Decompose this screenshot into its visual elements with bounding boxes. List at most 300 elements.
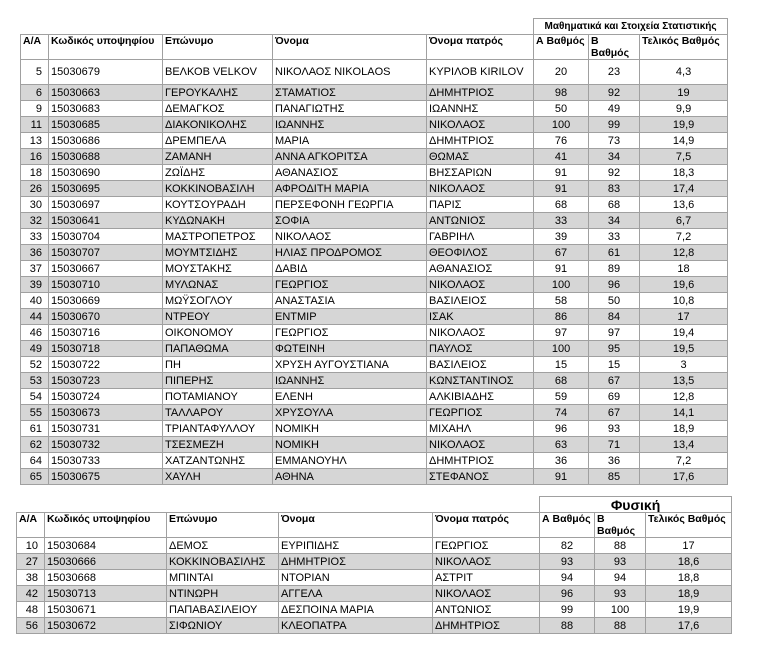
- cell-grade-b: 88: [595, 538, 646, 554]
- cell-row-number: 44: [21, 309, 49, 325]
- table-row: [21, 101, 728, 117]
- table-row: [21, 389, 728, 405]
- cell-candidate-code: 15030690: [49, 165, 163, 181]
- cell-row-number: 26: [21, 181, 49, 197]
- table-row: [21, 60, 728, 85]
- cell-first-name: ΙΩΑΝΝΗΣ: [273, 373, 427, 389]
- cell-father-name: ΘΩΜΑΣ: [427, 149, 534, 165]
- cell-father-name: ΑΣΤΡΙΤ: [433, 570, 540, 586]
- cell-grade-b: 99: [589, 117, 640, 133]
- header-grade-a: Α Βαθμός: [540, 513, 595, 538]
- math-header-row: [21, 35, 728, 60]
- cell-father-name: ΒΑΣΙΛΕΙΟΣ: [427, 293, 534, 309]
- cell-first-name: ΔΕΣΠΟΙΝΑ ΜΑΡΙΑ: [279, 602, 433, 618]
- cell-father-name: ΔΗΜΗΤΡΙΟΣ: [433, 618, 540, 634]
- cell-final-grade: 14,1: [640, 405, 728, 421]
- cell-grade-b: 93: [589, 421, 640, 437]
- cell-father-name: ΝΙΚΟΛΑΟΣ: [427, 117, 534, 133]
- cell-surname: ΚΟΚΚΙΝΟΒΑΣΙΛΗ: [163, 181, 273, 197]
- cell-father-name: ΑΝΤΩΝΙΟΣ: [433, 602, 540, 618]
- cell-father-name: ΚΥΡΙΛΟΒ KIRILOV: [427, 60, 534, 85]
- cell-father-name: ΑΘΑΝΑΣΙΟΣ: [427, 261, 534, 277]
- table-row: [17, 538, 732, 554]
- math-table-body: [21, 60, 728, 485]
- header-surname: Επώνυμο: [167, 513, 279, 538]
- cell-grade-a: 86: [534, 309, 589, 325]
- cell-row-number: 30: [21, 197, 49, 213]
- cell-candidate-code: 15030732: [49, 437, 163, 453]
- cell-final-grade: 7,2: [640, 453, 728, 469]
- cell-final-grade: 18,3: [640, 165, 728, 181]
- cell-surname: ΜΟΥΣΤΑΚΗΣ: [163, 261, 273, 277]
- math-table-block: [20, 18, 728, 485]
- cell-surname: ΠΟΤΑΜΙΑΝΟΥ: [163, 389, 273, 405]
- cell-surname: ΠΑΠΑΘΩΜΑ: [163, 341, 273, 357]
- header-final-grade: Τελικός Βαθμός: [640, 35, 728, 60]
- table-row: [21, 357, 728, 373]
- cell-first-name: ΦΩΤΕΙΝΗ: [273, 341, 427, 357]
- table-row: [21, 405, 728, 421]
- cell-grade-b: 36: [589, 453, 640, 469]
- cell-candidate-code: 15030731: [49, 421, 163, 437]
- cell-grade-b: 50: [589, 293, 640, 309]
- cell-final-grade: 3: [640, 357, 728, 373]
- cell-candidate-code: 15030679: [49, 60, 163, 85]
- cell-first-name: ΝΟΜΙΚΗ: [273, 437, 427, 453]
- cell-first-name: ΕΛΕΝΗ: [273, 389, 427, 405]
- cell-surname: ΒΕΛΚΟΒ VELKOV: [163, 60, 273, 85]
- cell-grade-a: 91: [534, 181, 589, 197]
- cell-grade-a: 15: [534, 357, 589, 373]
- cell-first-name: ΑΦΡΟΔΙΤΗ ΜΑΡΙΑ: [273, 181, 427, 197]
- cell-surname: ΜΥΛΩΝΑΣ: [163, 277, 273, 293]
- cell-father-name: ΒΑΣΙΛΕΙΟΣ: [427, 357, 534, 373]
- cell-grade-b: 93: [595, 554, 646, 570]
- table-row: [21, 197, 728, 213]
- cell-surname: ΧΑΥΛΗ: [163, 469, 273, 485]
- cell-surname: ΤΣΕΣΜΕΖΗ: [163, 437, 273, 453]
- cell-grade-b: 67: [589, 373, 640, 389]
- cell-grade-a: 91: [534, 165, 589, 181]
- physics-header-row: [17, 513, 732, 538]
- table-row: [17, 586, 732, 602]
- cell-father-name: ΔΗΜΗΤΡΙΟΣ: [427, 133, 534, 149]
- cell-candidate-code: 15030710: [49, 277, 163, 293]
- table-row: [21, 277, 728, 293]
- cell-final-grade: 19,4: [640, 325, 728, 341]
- table-row: [21, 309, 728, 325]
- cell-surname: ΜΩΫΣΟΓΛΟΥ: [163, 293, 273, 309]
- cell-grade-a: 96: [540, 586, 595, 602]
- cell-first-name: ΚΛΕΟΠΑΤΡΑ: [279, 618, 433, 634]
- cell-father-name: ΓΕΩΡΓΙΟΣ: [427, 405, 534, 421]
- cell-father-name: ΔΗΜΗΤΡΙΟΣ: [427, 85, 534, 101]
- cell-candidate-code: 15030668: [45, 570, 167, 586]
- cell-grade-a: 99: [540, 602, 595, 618]
- cell-candidate-code: 15030716: [49, 325, 163, 341]
- cell-candidate-code: 15030723: [49, 373, 163, 389]
- cell-final-grade: 9,9: [640, 101, 728, 117]
- cell-grade-a: 82: [540, 538, 595, 554]
- cell-father-name: ΝΙΚΟΛΑΟΣ: [433, 586, 540, 602]
- cell-candidate-code: 15030688: [49, 149, 163, 165]
- header-candidate-code: Κωδικός υποψηφίου: [49, 35, 163, 60]
- cell-final-grade: 10,8: [640, 293, 728, 309]
- math-section-title: Μαθηματικά και Στοιχεία Στατιστικής: [534, 19, 728, 35]
- cell-grade-b: 89: [589, 261, 640, 277]
- cell-grade-a: 58: [534, 293, 589, 309]
- math-grades-table: [20, 18, 728, 485]
- cell-candidate-code: 15030685: [49, 117, 163, 133]
- table-row: [21, 325, 728, 341]
- cell-row-number: 38: [17, 570, 45, 586]
- cell-row-number: 9: [21, 101, 49, 117]
- cell-grade-b: 94: [595, 570, 646, 586]
- cell-final-grade: 4,3: [640, 60, 728, 85]
- cell-candidate-code: 15030695: [49, 181, 163, 197]
- table-row: [21, 469, 728, 485]
- cell-father-name: ΜΙΧΑΗΛ: [427, 421, 534, 437]
- header-grade-a: Α Βαθμός: [534, 35, 589, 60]
- table-row: [21, 341, 728, 357]
- cell-row-number: 13: [21, 133, 49, 149]
- cell-grade-b: 34: [589, 213, 640, 229]
- table-row: [21, 421, 728, 437]
- cell-grade-a: 98: [534, 85, 589, 101]
- cell-final-grade: 17,4: [640, 181, 728, 197]
- cell-grade-b: 93: [595, 586, 646, 602]
- cell-row-number: 55: [21, 405, 49, 421]
- cell-final-grade: 13,4: [640, 437, 728, 453]
- physics-grades-table: [16, 496, 732, 634]
- cell-father-name: ΝΙΚΟΛΑΟΣ: [427, 437, 534, 453]
- cell-surname: ΖΩΪΔΗΣ: [163, 165, 273, 181]
- cell-grade-a: 97: [534, 325, 589, 341]
- cell-grade-a: 68: [534, 197, 589, 213]
- cell-grade-a: 67: [534, 245, 589, 261]
- cell-grade-a: 100: [534, 117, 589, 133]
- cell-grade-a: 63: [534, 437, 589, 453]
- cell-grade-a: 94: [540, 570, 595, 586]
- cell-surname: ΔΕΜΑΓΚΟΣ: [163, 101, 273, 117]
- cell-surname: ΜΟΥΜΤΣΙΔΗΣ: [163, 245, 273, 261]
- cell-row-number: 6: [21, 85, 49, 101]
- table-row: [21, 213, 728, 229]
- cell-row-number: 40: [21, 293, 49, 309]
- cell-row-number: 10: [17, 538, 45, 554]
- cell-final-grade: 18,6: [646, 554, 732, 570]
- cell-first-name: ΣΟΦΙΑ: [273, 213, 427, 229]
- cell-first-name: ΝΤΟΡΙΑΝ: [279, 570, 433, 586]
- cell-final-grade: 18,9: [640, 421, 728, 437]
- cell-row-number: 54: [21, 389, 49, 405]
- cell-father-name: ΚΩΝΣΤΑΝΤΙΝΟΣ: [427, 373, 534, 389]
- cell-row-number: 33: [21, 229, 49, 245]
- cell-final-grade: 19,5: [640, 341, 728, 357]
- cell-grade-b: 96: [589, 277, 640, 293]
- cell-row-number: 36: [21, 245, 49, 261]
- cell-grade-a: 88: [540, 618, 595, 634]
- table-row: [21, 245, 728, 261]
- cell-first-name: ΑΝΝΑ ΑΓΚΟΡΙΤΣΑ: [273, 149, 427, 165]
- cell-grade-a: 20: [534, 60, 589, 85]
- cell-final-grade: 18,9: [646, 586, 732, 602]
- cell-candidate-code: 15030675: [49, 469, 163, 485]
- cell-final-grade: 18,8: [646, 570, 732, 586]
- cell-grade-b: 61: [589, 245, 640, 261]
- cell-first-name: ΓΕΩΡΓΙΟΣ: [273, 325, 427, 341]
- cell-father-name: ΒΗΣΣΑΡΙΩΝ: [427, 165, 534, 181]
- cell-final-grade: 7,2: [640, 229, 728, 245]
- cell-first-name: ΔΑΒΙΔ: [273, 261, 427, 277]
- cell-row-number: 32: [21, 213, 49, 229]
- cell-grade-a: 36: [534, 453, 589, 469]
- cell-grade-a: 74: [534, 405, 589, 421]
- table-row: [17, 570, 732, 586]
- cell-first-name: ΑΓΓΕΛΑ: [279, 586, 433, 602]
- header-surname: Επώνυμο: [163, 35, 273, 60]
- cell-row-number: 46: [21, 325, 49, 341]
- cell-grade-a: 100: [534, 341, 589, 357]
- cell-candidate-code: 15030671: [45, 602, 167, 618]
- cell-grade-b: 97: [589, 325, 640, 341]
- cell-first-name: ΗΛΙΑΣ ΠΡΟΔΡΟΜΟΣ: [273, 245, 427, 261]
- cell-final-grade: 7,5: [640, 149, 728, 165]
- cell-father-name: ΝΙΚΟΛΑΟΣ: [427, 277, 534, 293]
- cell-candidate-code: 15030686: [49, 133, 163, 149]
- cell-grade-b: 34: [589, 149, 640, 165]
- cell-father-name: ΠΑΡΙΣ: [427, 197, 534, 213]
- header-row-number: Α/Α: [21, 35, 49, 60]
- cell-candidate-code: 15030670: [49, 309, 163, 325]
- cell-first-name: ΑΝΑΣΤΑΣΙΑ: [273, 293, 427, 309]
- cell-candidate-code: 15030722: [49, 357, 163, 373]
- table-row: [21, 133, 728, 149]
- cell-grade-b: 73: [589, 133, 640, 149]
- cell-surname: ΜΑΣΤΡΟΠΕΤΡΟΣ: [163, 229, 273, 245]
- cell-grade-b: 33: [589, 229, 640, 245]
- cell-surname: ΤΑΛΛΑΡΟΥ: [163, 405, 273, 421]
- header-father-name: Όνομα πατρός: [427, 35, 534, 60]
- table-row: [21, 373, 728, 389]
- header-grade-b: Β Βαθμός: [589, 35, 640, 60]
- cell-row-number: 16: [21, 149, 49, 165]
- cell-surname: ΤΡΙΑΝΤΑΦΥΛΛΟΥ: [163, 421, 273, 437]
- cell-grade-b: 69: [589, 389, 640, 405]
- cell-final-grade: 12,8: [640, 389, 728, 405]
- table-row: [17, 618, 732, 634]
- header-grade-b: Β Βαθμός: [595, 513, 646, 538]
- cell-candidate-code: 15030641: [49, 213, 163, 229]
- cell-grade-b: 88: [595, 618, 646, 634]
- cell-row-number: 49: [21, 341, 49, 357]
- cell-grade-a: 39: [534, 229, 589, 245]
- table-row: [21, 453, 728, 469]
- cell-grade-a: 91: [534, 469, 589, 485]
- cell-grade-b: 83: [589, 181, 640, 197]
- cell-row-number: 5: [21, 60, 49, 85]
- cell-father-name: ΠΑΥΛΟΣ: [427, 341, 534, 357]
- cell-grade-b: 67: [589, 405, 640, 421]
- cell-first-name: ΕΝΤΜΙΡ: [273, 309, 427, 325]
- cell-first-name: ΓΕΩΡΓΙΟΣ: [273, 277, 427, 293]
- cell-row-number: 42: [17, 586, 45, 602]
- cell-candidate-code: 15030684: [45, 538, 167, 554]
- physics-section-title: Φυσική: [540, 497, 732, 513]
- cell-grade-b: 68: [589, 197, 640, 213]
- cell-row-number: 64: [21, 453, 49, 469]
- cell-candidate-code: 15030713: [45, 586, 167, 602]
- cell-grade-a: 68: [534, 373, 589, 389]
- header-candidate-code: Κωδικός υποψηφίου: [45, 513, 167, 538]
- cell-row-number: 65: [21, 469, 49, 485]
- header-first-name: Όνομα: [273, 35, 427, 60]
- cell-row-number: 27: [17, 554, 45, 570]
- cell-surname: ΧΑΤΖΑΝΤΩΝΗΣ: [163, 453, 273, 469]
- cell-father-name: ΙΣΑΚ: [427, 309, 534, 325]
- cell-surname: ΚΟΥΤΣΟΥΡΑΔΗ: [163, 197, 273, 213]
- header-father-name: Όνομα πατρός: [433, 513, 540, 538]
- cell-father-name: ΝΙΚΟΛΑΟΣ: [427, 325, 534, 341]
- cell-grade-b: 95: [589, 341, 640, 357]
- cell-candidate-code: 15030672: [45, 618, 167, 634]
- cell-father-name: ΑΛΚΙΒΙΑΔΗΣ: [427, 389, 534, 405]
- cell-final-grade: 17: [646, 538, 732, 554]
- cell-grade-b: 85: [589, 469, 640, 485]
- cell-father-name: ΝΙΚΟΛΑΟΣ: [433, 554, 540, 570]
- cell-surname: ΝΤΡΕΟΥ: [163, 309, 273, 325]
- cell-first-name: ΝΙΚΟΛΑΟΣ NIKOLAOS: [273, 60, 427, 85]
- cell-candidate-code: 15030718: [49, 341, 163, 357]
- cell-first-name: ΜΑΡΙΑ: [273, 133, 427, 149]
- cell-grade-b: 92: [589, 85, 640, 101]
- physics-table-block: [16, 496, 732, 634]
- cell-surname: ΠΙΠΕΡΗΣ: [163, 373, 273, 389]
- cell-father-name: ΔΗΜΗΤΡΙΟΣ: [427, 453, 534, 469]
- cell-surname: ΝΤΙΝΩΡΗ: [167, 586, 279, 602]
- cell-row-number: 53: [21, 373, 49, 389]
- cell-row-number: 52: [21, 357, 49, 373]
- cell-grade-b: 71: [589, 437, 640, 453]
- cell-surname: ΜΠΙΝΤΑΙ: [167, 570, 279, 586]
- cell-first-name: ΣΤΑΜΑΤΙΟΣ: [273, 85, 427, 101]
- table-row: [21, 85, 728, 101]
- cell-row-number: 11: [21, 117, 49, 133]
- cell-grade-b: 100: [595, 602, 646, 618]
- cell-surname: ΓΕΡΟΥΚΑΛΗΣ: [163, 85, 273, 101]
- cell-father-name: ΙΩΑΝΝΗΣ: [427, 101, 534, 117]
- header-final-grade: Τελικός Βαθμός: [646, 513, 732, 538]
- cell-final-grade: 17: [640, 309, 728, 325]
- cell-grade-a: 41: [534, 149, 589, 165]
- cell-final-grade: 14,9: [640, 133, 728, 149]
- cell-first-name: ΝΟΜΙΚΗ: [273, 421, 427, 437]
- cell-first-name: ΔΗΜΗΤΡΙΟΣ: [279, 554, 433, 570]
- table-row: [21, 117, 728, 133]
- cell-final-grade: 12,8: [640, 245, 728, 261]
- cell-final-grade: 18: [640, 261, 728, 277]
- cell-grade-a: 59: [534, 389, 589, 405]
- cell-first-name: ΙΩΑΝΝΗΣ: [273, 117, 427, 133]
- table-row: [17, 554, 732, 570]
- cell-candidate-code: 15030707: [49, 245, 163, 261]
- table-row: [21, 229, 728, 245]
- cell-grade-a: 96: [534, 421, 589, 437]
- cell-first-name: ΠΕΡΣΕΦΟΝΗ ΓΕΩΡΓΙΑ: [273, 197, 427, 213]
- cell-row-number: 18: [21, 165, 49, 181]
- cell-candidate-code: 15030673: [49, 405, 163, 421]
- physics-table-body: [17, 538, 732, 634]
- table-row: [21, 261, 728, 277]
- cell-candidate-code: 15030733: [49, 453, 163, 469]
- cell-final-grade: 17,6: [646, 618, 732, 634]
- cell-first-name: ΧΡΥΣΟΥΛΑ: [273, 405, 427, 421]
- cell-grade-a: 100: [534, 277, 589, 293]
- cell-row-number: 48: [17, 602, 45, 618]
- cell-first-name: ΝΙΚΟΛΑΟΣ: [273, 229, 427, 245]
- cell-first-name: ΠΑΝΑΓΙΩΤΗΣ: [273, 101, 427, 117]
- cell-grade-b: 23: [589, 60, 640, 85]
- cell-final-grade: 19,6: [640, 277, 728, 293]
- cell-final-grade: 19,9: [646, 602, 732, 618]
- cell-first-name: ΑΘΑΝΑΣΙΟΣ: [273, 165, 427, 181]
- table-row: [21, 149, 728, 165]
- cell-candidate-code: 15030669: [49, 293, 163, 309]
- cell-surname: ΟΙΚΟΝΟΜΟΥ: [163, 325, 273, 341]
- cell-row-number: 61: [21, 421, 49, 437]
- cell-father-name: ΝΙΚΟΛΑΟΣ: [427, 181, 534, 197]
- cell-surname: ΣΙΦΩΝΙΟΥ: [167, 618, 279, 634]
- cell-row-number: 37: [21, 261, 49, 277]
- cell-surname: ΖΑΜΑΝΗ: [163, 149, 273, 165]
- cell-grade-a: 33: [534, 213, 589, 229]
- cell-father-name: ΣΤΕΦΑΝΟΣ: [427, 469, 534, 485]
- cell-surname: ΔΡΕΜΠΕΛΑ: [163, 133, 273, 149]
- cell-surname: ΚΥΔΩΝΑΚΗ: [163, 213, 273, 229]
- cell-grade-b: 15: [589, 357, 640, 373]
- cell-grade-b: 92: [589, 165, 640, 181]
- cell-candidate-code: 15030704: [49, 229, 163, 245]
- cell-grade-b: 49: [589, 101, 640, 117]
- cell-candidate-code: 15030663: [49, 85, 163, 101]
- cell-final-grade: 19: [640, 85, 728, 101]
- cell-final-grade: 13,5: [640, 373, 728, 389]
- cell-candidate-code: 15030683: [49, 101, 163, 117]
- cell-surname: ΔΕΜΟΣ: [167, 538, 279, 554]
- cell-row-number: 62: [21, 437, 49, 453]
- cell-grade-b: 84: [589, 309, 640, 325]
- cell-final-grade: 19,9: [640, 117, 728, 133]
- cell-candidate-code: 15030666: [45, 554, 167, 570]
- cell-surname: ΠΑΠΑΒΑΣΙΛΕΙΟΥ: [167, 602, 279, 618]
- cell-first-name: ΧΡΥΣΗ ΑΥΓΟΥΣΤΙΑΝΑ: [273, 357, 427, 373]
- table-row: [21, 293, 728, 309]
- table-row: [21, 165, 728, 181]
- header-row-number: Α/Α: [17, 513, 45, 538]
- cell-first-name: ΕΥΡΙΠΙΔΗΣ: [279, 538, 433, 554]
- cell-surname: ΔΙΑΚΟΝΙΚΟΛΗΣ: [163, 117, 273, 133]
- cell-father-name: ΑΝΤΩΝΙΟΣ: [427, 213, 534, 229]
- cell-final-grade: 13,6: [640, 197, 728, 213]
- cell-grade-a: 93: [540, 554, 595, 570]
- table-row: [17, 602, 732, 618]
- header-first-name: Όνομα: [279, 513, 433, 538]
- table-row: [21, 181, 728, 197]
- cell-grade-a: 50: [534, 101, 589, 117]
- cell-row-number: 56: [17, 618, 45, 634]
- cell-candidate-code: 15030724: [49, 389, 163, 405]
- cell-first-name: ΕΜΜΑΝΟΥΗΛ: [273, 453, 427, 469]
